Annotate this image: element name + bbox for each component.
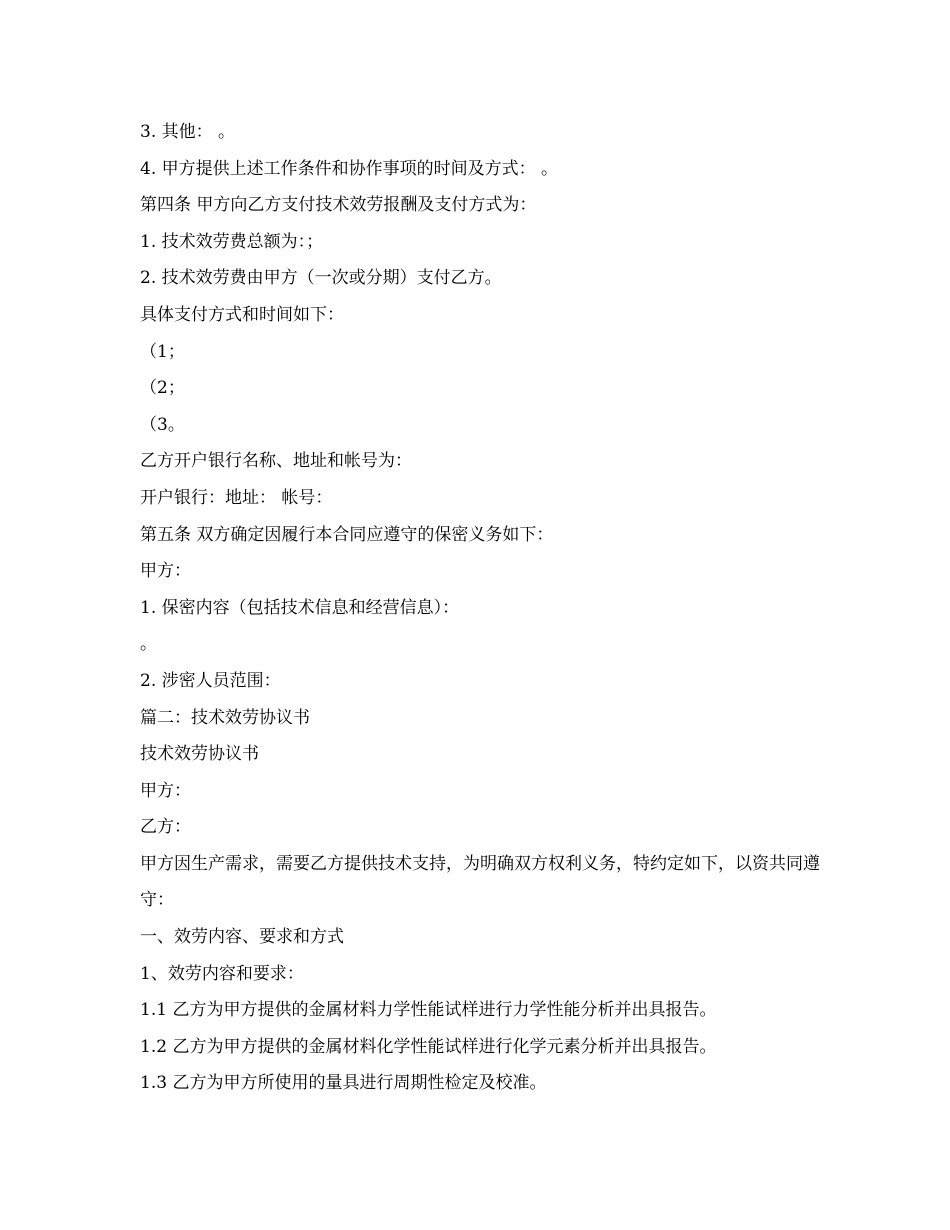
text-line: 1.1 乙方为甲方提供的金属材料力学性能试样进行力学性能分析并出具报告。 — [140, 1000, 717, 1021]
section-heading: 篇二：技术效劳协议书 — [140, 707, 310, 728]
text-line: 4. 甲方提供上述工作条件和协作事项的时间及方式： 。 — [140, 158, 559, 179]
text-line: 第四条 甲方向乙方支付技术效劳报酬及支付方式为： — [140, 195, 537, 216]
text-line: 具体支付方式和时间如下： — [140, 304, 344, 325]
text-line: 3. 其他： 。 — [140, 122, 236, 142]
text-line: 1.2 乙方为甲方提供的金属材料化学性能试样进行化学元素分析并出具报告。 — [140, 1036, 717, 1057]
document-title: 技术效劳协议书 — [140, 744, 259, 765]
text-line: 2. 涉密人员范围： — [140, 670, 281, 691]
text-line: （3。 — [140, 414, 185, 435]
text-line: 1、效劳内容和要求： — [140, 963, 304, 984]
text-line: 第五条 双方确定因履行本合同应遵守的保密义务如下： — [140, 524, 554, 545]
text-line: 一、效劳内容、要求和方式 — [140, 927, 344, 948]
text-line: 甲方： — [140, 780, 191, 801]
text-line: 乙方开户银行名称、地址和帐号为： — [140, 451, 412, 472]
text-line: 2. 技术效劳费由甲方（一次或分期）支付乙方。 — [140, 268, 502, 289]
text-line: 。 — [140, 634, 157, 655]
text-line: 开户银行：地址： 帐号： — [140, 487, 333, 508]
text-line: 1. 保密内容（包括技术信息和经营信息）： — [140, 597, 460, 618]
text-line: 1.3 乙方为甲方所使用的量具进行周期性检定及校准。 — [140, 1073, 547, 1094]
text-line: （1； — [140, 341, 185, 362]
text-line: 甲方： — [140, 561, 191, 582]
text-line: （2； — [140, 378, 185, 399]
text-paragraph: 甲方因生产需求，需要乙方提供技术支持，为明确双方权利义务，特约定如下，以资共同遵守： — [140, 853, 820, 911]
document-body — [140, 114, 820, 1102]
text-line: 乙方： — [140, 817, 191, 838]
text-line: 1. 技术效劳费总额为：； — [140, 231, 324, 252]
